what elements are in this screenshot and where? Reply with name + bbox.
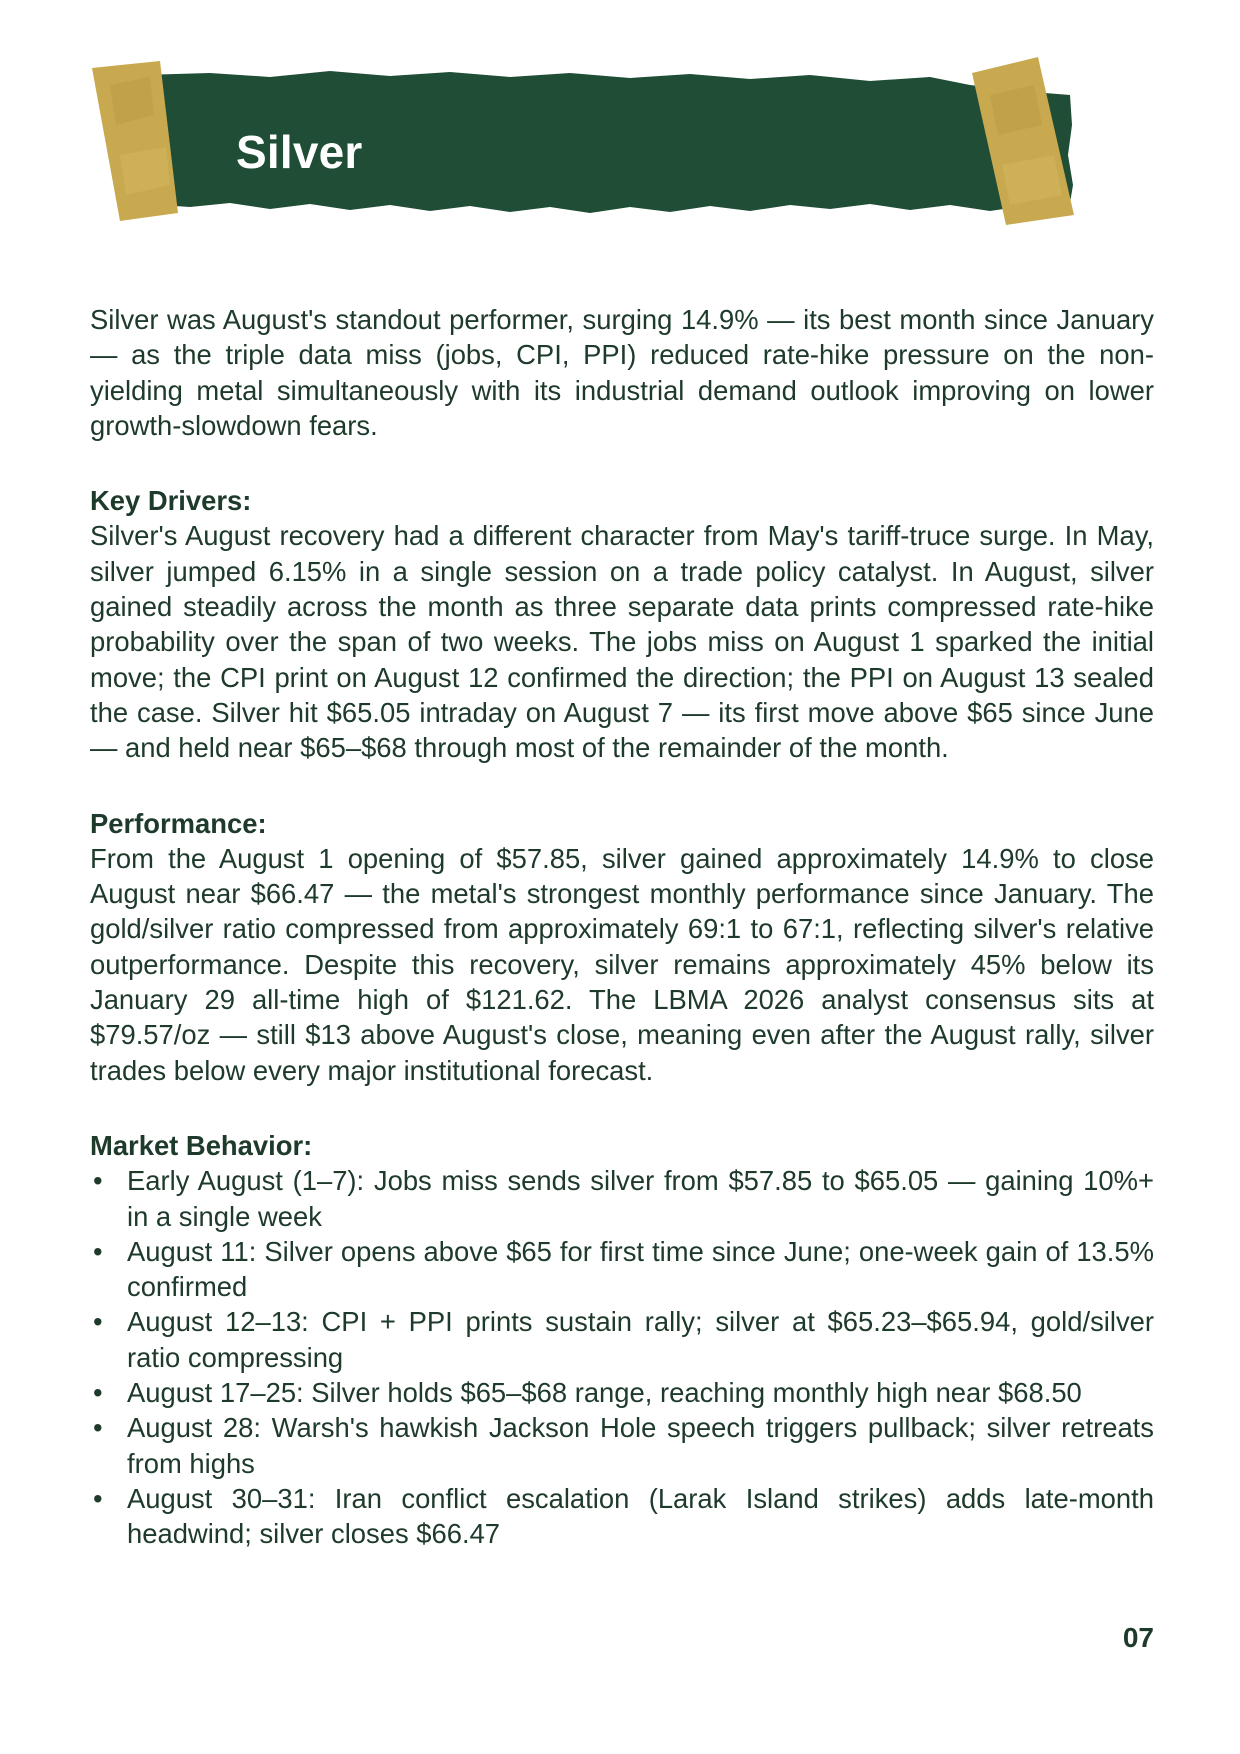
- bullet-icon: •: [93, 1165, 103, 1197]
- key-drivers-heading: Key Drivers:: [90, 485, 252, 517]
- market-behavior-heading: Market Behavior:: [90, 1129, 313, 1161]
- market-behavior-section: [90, 1128, 1154, 1552]
- list-item: [90, 1304, 1154, 1375]
- list-item-text: Early August (1–7): Jobs miss sends silver from $57.85 to $65.05 — gaining 10%+ in a single week: [127, 1165, 1154, 1232]
- performance-paragraph: From the August 1 opening of $57.85, silver gained approximately 14.9% to close August near $66.47 — the metal's strongest monthly performance since January. The gold/silver ratio compressed from approximately 69:1 to 67:1, reflecting silver's relative outperformance. Despite this recovery, silver remains approximately 45% below its January 29 all-time high of $121.62. The LBMA 2026 analyst consensus sits at $79.57/oz — still $13 above August's close, meaning even after the August rally, silver trades below every major institutional forecast.: [90, 842, 1154, 1086]
- list-item: [90, 1410, 1154, 1481]
- bullet-icon: •: [93, 1235, 103, 1267]
- page-number: 07: [1122, 1622, 1154, 1653]
- market-behavior-list: [90, 1163, 1154, 1551]
- main-content: [90, 302, 1154, 1552]
- list-item-text: August 17–25: Silver holds $65–$68 range, reaching monthly high near $68.50: [127, 1377, 1082, 1409]
- bullet-icon: •: [93, 1377, 103, 1409]
- performance-section: [90, 806, 1154, 1088]
- key-drivers-paragraph: Silver's August recovery had a different character from May's tariff-truce surge. In May, silver jumped 6.15% in a single session on a trade policy catalyst. In August, silver gained steadily across the month as three separate data prints compressed rate-hike probability over the span of two weeks. The jobs miss on August 1 sparked the initial move; the CPI print on August 12 confirmed the direction; the PPI on August 13 sealed the case. Silver hit $65.05 intraday on August 7 — its first move above $65 since June — and held near $65–$68 through most of the remainder of the month.: [90, 520, 1154, 764]
- bullet-icon: •: [93, 1482, 103, 1514]
- bullet-icon: •: [93, 1412, 103, 1444]
- section-banner: [90, 55, 1080, 255]
- list-item-text: August 11: Silver opens above $65 for first time since June; one-week gain of 13.5% confirmed: [127, 1235, 1154, 1303]
- list-item-text: August 28: Warsh's hawkish Jackson Hole speech triggers pullback; silver retreats from highs: [127, 1412, 1154, 1479]
- list-item-text: August 12–13: CPI + PPI prints sustain rally; silver at $65.23–$65.94, gold/silver ratio compressing: [127, 1306, 1154, 1373]
- list-item: [90, 1375, 1154, 1410]
- list-item: [90, 1163, 1154, 1234]
- intro-paragraph: Silver was August's standout performer, surging 14.9% — its best month since January — as the triple data miss (jobs, CPI, PPI) reduced rate-hike pressure on the non-yielding metal simultaneously with its industrial demand outlook improving on lower growth-slowdown fears.: [90, 304, 1154, 441]
- performance-heading: Performance:: [90, 807, 267, 839]
- bullet-icon: •: [93, 1306, 103, 1338]
- page-title: Silver: [236, 126, 363, 178]
- list-item-text: August 30–31: Iran conflict escalation (Larak Island strikes) adds late-month headwind; silver closes $66.47: [127, 1482, 1154, 1550]
- list-item: [90, 1234, 1154, 1305]
- list-item: [90, 1481, 1154, 1552]
- key-drivers-section: [90, 483, 1154, 765]
